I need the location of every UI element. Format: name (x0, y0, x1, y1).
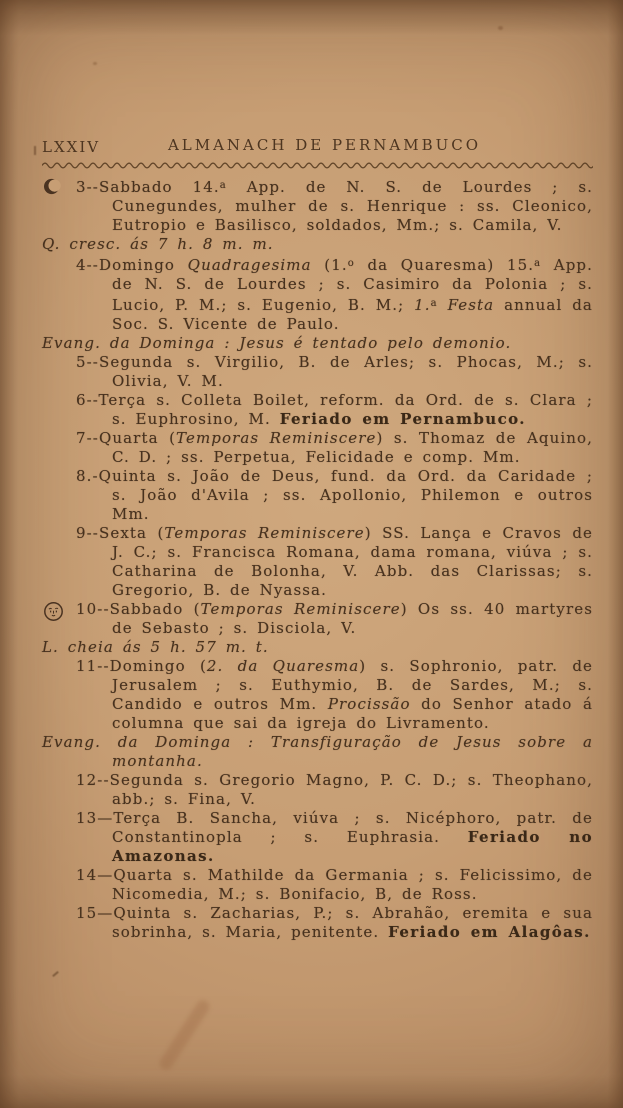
almanac-day-entry (42, 600, 593, 638)
text-segment: Procissão (327, 695, 411, 713)
paper-speck (93, 62, 97, 65)
text-segment: 11--Domingo ( (76, 657, 207, 675)
text-segment: 14—Quarta s. Mathilde da Germania ; s. Felicissimo, de Nicomedia, M.; s. Bonifacio, B, de Ross. (76, 866, 593, 903)
text-segment: 2. da Quaresma (206, 657, 360, 675)
text-segment: 8.-Quinta s. João de Deus, fund. da Ord. da Caridade ; s. João d'Avila ; ss. Apollonio, Philemon e outros Mm. (76, 467, 593, 523)
text-segment: a (219, 180, 227, 191)
paper-mark (52, 971, 59, 977)
text-segment: ) Os ss. 40 martyres de Sebasto ; s. Disciola, V. (112, 600, 593, 637)
text-segment: 15—Quinta s. Zacharias, P.; s. Abrahão, eremita e sua sobrinha, s. Maria, penitente. (76, 904, 593, 941)
almanac-day-entry (42, 176, 593, 235)
page-content (42, 136, 593, 942)
almanac-note-line (42, 733, 593, 771)
almanac-day-entry (42, 809, 593, 866)
paper-mark (34, 146, 36, 155)
text-segment: 3--Sabbado 14. (76, 178, 220, 196)
paper-speck (498, 26, 503, 30)
text-segment: Feriado no Amazonas. (112, 828, 593, 865)
text-segment: 13—Terça B. Sancha, viúva ; s. Nicéphoro, patr. de Constantinopla ; s. Euphrasia. (76, 809, 593, 846)
text-segment: Evang. da Dominga : Jesus é tentado pelo demonio. (42, 334, 512, 352)
page-number: LXXIV (42, 138, 101, 156)
crescent-moon-icon (43, 177, 65, 197)
text-segment: 7--Quarta ( (76, 429, 177, 447)
text-segment: a (430, 298, 438, 309)
text-segment: Festa (447, 296, 495, 314)
page-header (42, 136, 593, 158)
full-moon-glyph (43, 601, 64, 622)
paper-stain (157, 998, 211, 1072)
almanac-day-entry (42, 254, 593, 334)
text-segment: Temporas Reminiscere (176, 429, 377, 447)
text-segment: Feriado em Pernambuco. (279, 410, 526, 428)
text-segment: Q. cresc. ás 7 h. 8 m. m. (42, 235, 274, 253)
text-segment: Evang. da Dominga : Transfiguração de Jesus sobre a montanha. (42, 733, 593, 770)
text-segment: L. cheia ás 5 h. 57 m. t. (42, 638, 269, 656)
almanac-day-entry (42, 391, 593, 429)
text-segment: Feriado em Alagôas. (388, 923, 591, 941)
text-segment: App. de N. S. de Lourdes ; s. Casimiro da Polonia ; s. Lucio, P. M.; s. Eugenio, B. M.; (112, 256, 593, 314)
crescent-moon-glyph (43, 177, 62, 196)
text-segment: annual da Soc. S. Vicente de Paulo. (112, 296, 593, 333)
almanac-day-entry (42, 904, 593, 942)
almanac-day-entry (42, 353, 593, 391)
text-segment: 12--Segunda s. Gregorio Magno, P. C. D.; s. Theophano, abb.; s. Fina, V. (76, 771, 593, 808)
calendar-entries (42, 176, 593, 942)
text-segment: do Senhor atado á columna que sai da igreja do Livramento. (112, 695, 593, 732)
almanac-day-entry (42, 429, 593, 467)
almanac-day-entry (42, 524, 593, 600)
page-title: ALMANACH DE PERNAMBUCO (167, 136, 482, 154)
almanac-day-entry (42, 657, 593, 733)
almanac-note-line (42, 334, 593, 353)
text-segment: 6--Terça s. Colleta Boilet, reform. da Ord. de s. Clara ; s. Euphrosino, M. (76, 391, 593, 428)
text-segment: 1. (414, 296, 431, 314)
text-segment (438, 296, 448, 314)
almanac-day-entry (42, 866, 593, 904)
almanac-note-line (42, 638, 593, 657)
text-segment: da Quaresma) 15. (354, 256, 535, 274)
wavy-rule-divider (42, 159, 593, 169)
text-segment: 5--Segunda s. Virgilio, B. de Arles; s. Phocas, M.; s. Olivia, V. M. (76, 353, 593, 390)
text-segment: 4--Domingo (76, 256, 188, 274)
almanac-day-entry (42, 771, 593, 809)
text-segment: ) SS. Lança e Cravos de J. C.; s. Francisca Romana, dama romana, viúva ; s. Catharina de Bolonha, V. Abb. das Clarissas; s. Gregorio, B. de Nyassa. (112, 524, 593, 599)
text-segment: Quadragesima (187, 256, 312, 274)
text-segment: (1. (311, 256, 348, 274)
text-segment: 9--Sexta ( (76, 524, 165, 542)
almanac-day-entry (42, 467, 593, 524)
text-segment: o (347, 258, 355, 269)
text-segment: Temporas Reminiscere (164, 524, 365, 542)
text-segment: Temporas Reminiscere (200, 600, 401, 618)
wavy-rule-path (42, 163, 593, 168)
almanac-note-line (42, 235, 593, 254)
text-segment: 10--Sabbado ( (76, 600, 201, 618)
full-moon-icon (43, 601, 65, 621)
text-segment: a (534, 258, 542, 269)
text-segment: ) s. Thomaz de Aquino, C. D. ; ss. Perpetua, Felicidade e comp. Mm. (112, 429, 593, 466)
text-segment: ) s. Sophronio, patr. de Jerusalem ; s. Euthymio, B. de Sardes, M.; s. Candido e outros Mm. (112, 657, 594, 713)
text-segment: App. de N. S. de Lourdes ; s. Cunegundes, mulher de s. Henrique : ss. Cleonico, Eutropio e Basilisco, soldados, Mm.; s. Camila, V. (112, 178, 594, 234)
